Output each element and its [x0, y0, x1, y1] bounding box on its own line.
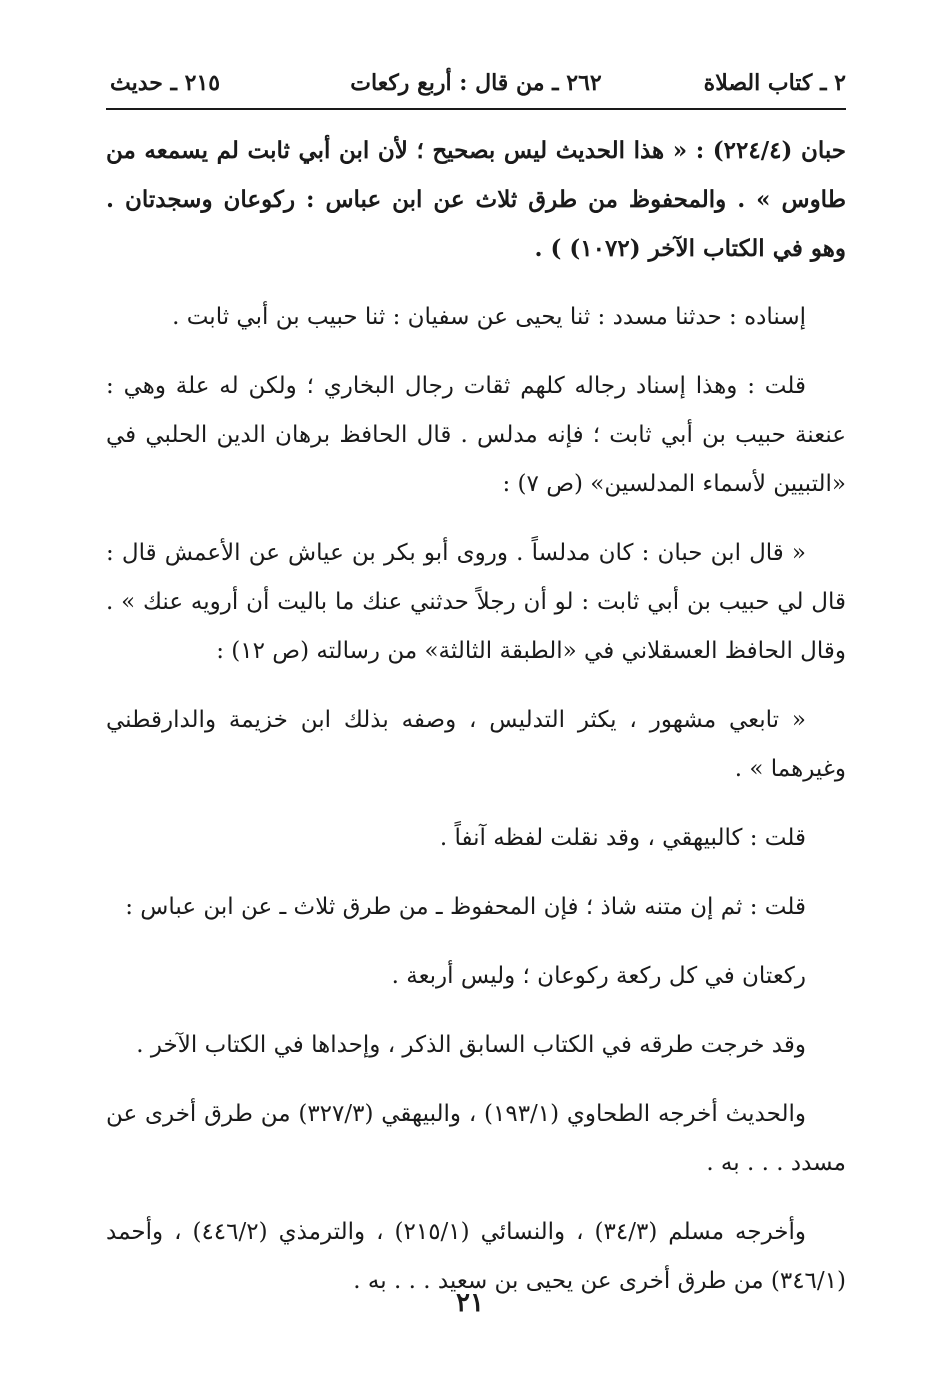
paragraph: إسناده : حدثنا مسدد : ثنا يحيى عن سفيان : ثنا حبيب بن أبي ثابت . — [172, 304, 806, 330]
paragraph: والحديث أخرجه الطحاوي (١٩٣/١) ، والبيهقي (٣٢٧/٣) من طرق أخرى عن مسدد . . . به . — [106, 1101, 846, 1176]
header-hadith-number: ٢١٥ ـ حديث — [110, 70, 221, 96]
paragraph: « قال ابن حبان : كان مدلساً . وروى أبو بكر بن عياش عن الأعمش قال : قال لي حبيب بن أبي ثابت : لو أن رجلاً حدثني عنك ما باليت أن أرويه عنك » . وقال الحافظ العسقلاني في «الطبقة الثالثة» من رسالته (ص ١٢) : — [106, 540, 846, 664]
header-book-title: ٢ ـ كتاب الصلاة — [703, 70, 846, 96]
paragraph: « تابعي مشهور ، يكثر التدليس ، وصفه بذلك ابن خزيمة والدارقطني وغيرهما » . — [106, 707, 846, 782]
paragraph: قلت : ثم إن متنه شاذ ؛ فإن المحفوظ ـ من طرق ثلاث ـ عن ابن عباس : — [125, 894, 806, 920]
page-number: ٢١ — [456, 1288, 484, 1318]
paragraph: وقد خرجت طرقه في الكتاب السابق الذكر ، وإحداها في الكتاب الآخر . — [136, 1032, 806, 1058]
page-body — [106, 126, 846, 1326]
paragraph: قلت : كالبيهقي ، وقد نقلت لفظه آنفاً . — [439, 825, 806, 851]
header-divider — [106, 108, 846, 110]
header-chapter-title: ٢٦٢ ـ من قال : أربع ركعات — [350, 70, 602, 96]
paragraph: ركعتان في كل ركعة ركوعان ؛ وليس أربعة . — [391, 963, 806, 989]
paragraph: حبان (٢٢٤/٤) : « هذا الحديث ليس بصحيح ؛ لأن ابن أبي ثابت لم يسمعه من طاوس » . والمحفوظ من طرق ثلاث عن ابن عباس : ركوعان وسجدتان . وهو في الكتاب الآخر (١٠٧٢) ) . — [106, 137, 846, 262]
paragraph: قلت : وهذا إسناد رجاله كلهم ثقات رجال البخاري ؛ ولكن له علة وهي : عنعنة حبيب بن أبي ثابت ؛ فإنه مدلس . قال الحافظ برهان الدين الحلبي في «التبيين لأسماء المدلسين» (ص ٧) : — [106, 373, 846, 497]
running-header — [106, 64, 846, 104]
paragraph: وأخرجه مسلم (٣٤/٣) ، والنسائي (٢١٥/١) ، والترمذي (٤٤٦/٢) ، وأحمد (٣٤٦/١) من طرق أخرى عن يحيى بن سعيد . . . به . — [106, 1219, 846, 1294]
